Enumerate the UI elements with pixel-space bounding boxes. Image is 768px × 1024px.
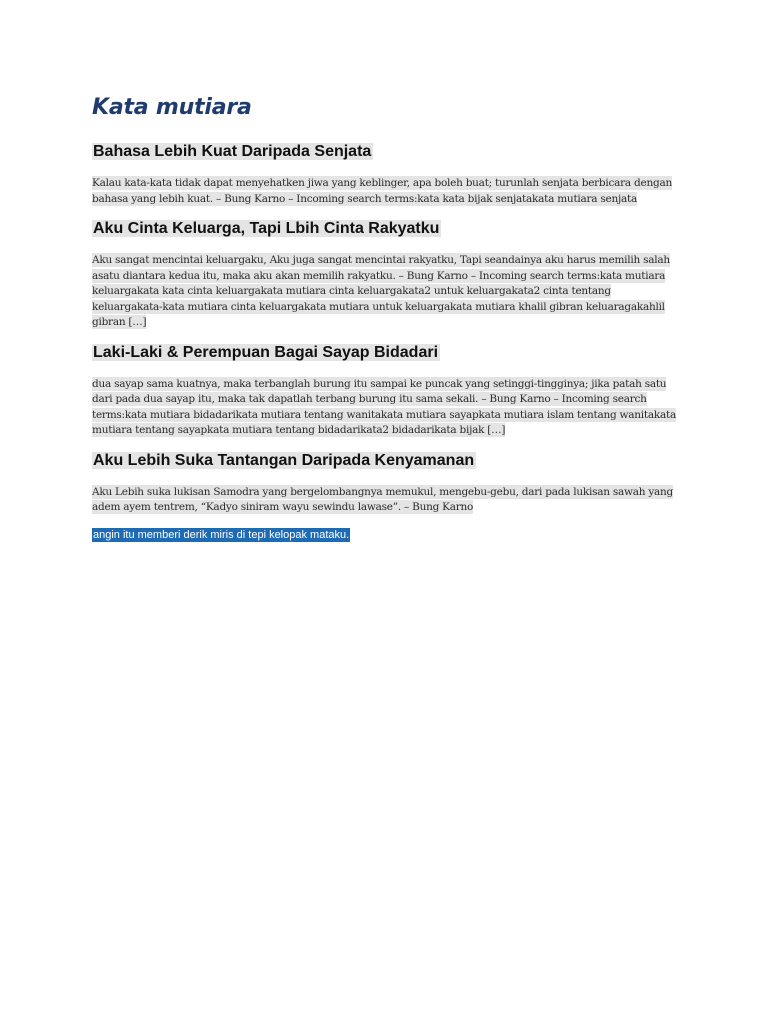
section-body — [92, 377, 682, 439]
section-3 — [92, 343, 682, 439]
section-heading — [92, 219, 682, 239]
section-heading — [92, 451, 682, 471]
section-body-text: dua sayap sama kuatnya, maka terbanglah burung itu sampai ke puncak yang setinggi-tingginya; jika patah satu dari pada dua sayap itu, maka tak dapatlah terbang burung itu sama sekali. – Bung Karno – Incoming search terms:kata mutiara bidadarikata mutiara tentang wanitakata mutiara sayapkata mutiara islam tentang wanitakata mutiara tentang sayapkata mutiara tentang bidadarikata2 bidadarikata bijak […] — [92, 377, 676, 436]
section-4 — [92, 451, 682, 516]
section-2 — [92, 219, 682, 331]
selected-text[interactable]: angin itu memberi derik miris di tepi kelopak mataku. — [93, 528, 350, 541]
selected-text-line[interactable] — [92, 528, 682, 543]
section-heading-text: Bahasa Lebih Kuat Daripada Senjata — [93, 143, 372, 160]
section-heading — [92, 343, 682, 363]
section-heading — [92, 142, 682, 162]
section-body-text: Aku Lebih suka lukisan Samodra yang bergelombangnya memukul, mengebu-gebu, dari pada lukisan sawah yang adem ayem tentrem, “Kadyo siniram wayu sewindu lawase”. – Bung Karno — [92, 485, 674, 513]
section-body — [92, 485, 682, 516]
section-body-text: Aku sangat mencintai keluargaku, Aku juga sangat mencintai rakyatku, Tapi seandainya aku harus memilih salah asatu diantara kedua itu, maka aku akan memilih rakyatku. – Bung Karno – Incoming search terms:kata mutiara keluargakata kata cinta keluargakata mutiara cinta keluargakata2 untuk keluargakata2 cinta tentang keluargakata-kata mutiara cinta keluargakata mutiara untuk keluargakata mutiara khalil gibran keluaragakahlil gibran […] — [92, 254, 670, 328]
section-body — [92, 176, 682, 207]
section-body — [92, 253, 682, 331]
document-page — [92, 92, 682, 543]
section-heading-text: Laki-Laki & Perempuan Bagai Sayap Bidadari — [93, 343, 439, 361]
document-title: Kata mutiara — [92, 95, 252, 120]
section-heading-text: Aku Cinta Keluarga, Tapi Lbih Cinta Rakyatku — [93, 220, 440, 237]
section-body-text: Kalau kata-kata tidak dapat menyehatken jiwa yang keblinger, apa boleh buat; turunlah senjata berbicara dengan bahasa yang lebih kuat. – Bung Karno – Incoming search terms:kata kata bijak senjatakata mutiara senjata — [92, 177, 672, 205]
section-heading-text: Aku Lebih Suka Tantangan Daripada Kenyamanan — [93, 451, 475, 469]
section-1 — [92, 142, 682, 207]
